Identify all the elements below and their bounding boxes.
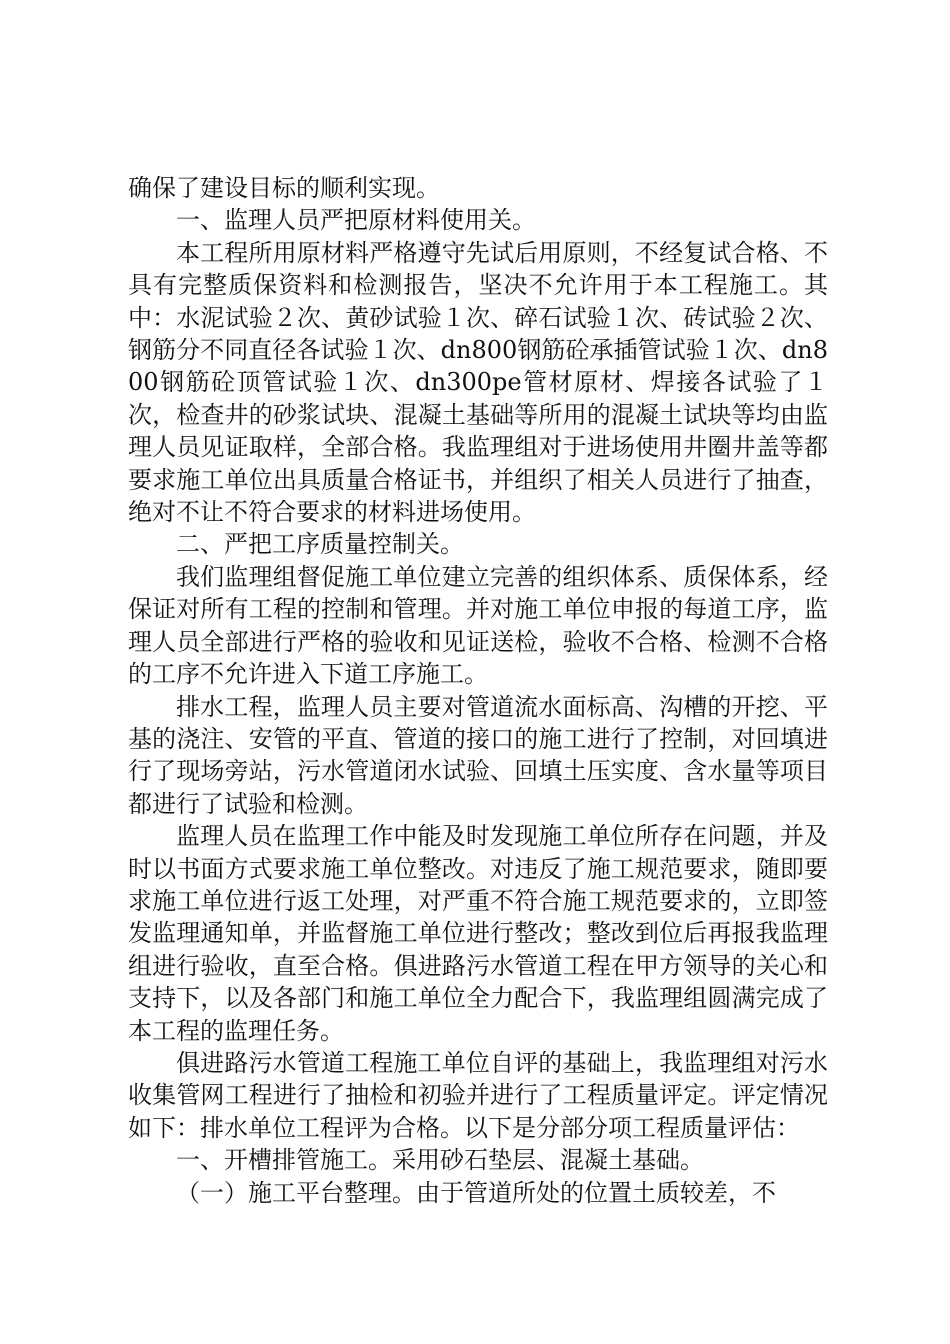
heading-trench-pipe: 一、开槽排管施工。采用砂石垫层、混凝土基础。 bbox=[176, 1146, 704, 1175]
paragraph-raw-materials: 本工程所用原材料严格遵守先试后用原则，不经复试合格、不具有完整质保资料和检测报告，坚决不允许用于本工程施工。其中：水泥试验２次、黄砂试验１次、碎石试验１次、砖试验２次、钢筋分不同直径各试验１次、dn800钢筋砼承插管试验１次、dn800钢筋砼顶管试验１次、dn300pe管材原材、焊接各试验了１次，检查井的砂浆试块、混凝土基础等所用的混凝土试块等均由监理人员见证取样，全部合格。我监理组对于进场使用井圈井盖等都要求施工单位出具质量合格证书，并组织了相关人员进行了抽查，绝对不让不符合要求的材料进场使用。 bbox=[128, 238, 828, 527]
paragraph-quality-system: 我们监理组督促施工单位建立完善的组织体系、质保体系，经保证对所有工程的控制和管理。并对施工单位申报的每道工序，监理人员全部进行严格的验收和见证送检，验收不合格、检测不合格的工序不允许进入下道工序施工。 bbox=[128, 562, 828, 689]
paragraph-1: 确保了建设目标的顺利实现。 bbox=[128, 174, 440, 202]
paragraph-platform: （一）施工平台整理。由于管道所处的位置土质较差，不 bbox=[176, 1178, 776, 1207]
paragraph-evaluation: 俱进路污水管道工程施工单位自评的基础上，我监理组对污水收集管网工程进行了抽检和初验并进行了工程质量评定。评定情况如下：排水单位工程评为合格。以下是分部分项工程质量评估： bbox=[128, 1048, 828, 1142]
paragraph-drainage: 排水工程，监理人员主要对管道流水面标高、沟槽的开挖、平基的浇注、安管的平直、管道的接口的施工进行了控制，对回填进行了现场旁站，污水管道闭水试验、回填土压实度、含水量等项目都进行了试验和检测。 bbox=[128, 692, 828, 818]
heading-raw-materials: 一、监理人员严把原材料使用关。 bbox=[176, 206, 536, 235]
paragraph-supervision: 监理人员在监理工作中能及时发现施工单位所存在问题，并及时以书面方式要求施工单位整改。对违反了施工规范要求，随即要求施工单位进行返工处理，对严重不符合施工规范要求的，立即签发监理通知单，并监督施工单位进行整改；整改到位后再报我监理组进行验收，直至合格。俱进路污水管道工程在甲方领导的关心和支持下，以及各部门和施工单位全力配合下，我监理组圆满完成了本工程的监理任务。 bbox=[128, 822, 828, 1045]
heading-process-quality: 二、严把工序质量控制关。 bbox=[176, 530, 464, 559]
document-body bbox=[128, 172, 828, 1209]
